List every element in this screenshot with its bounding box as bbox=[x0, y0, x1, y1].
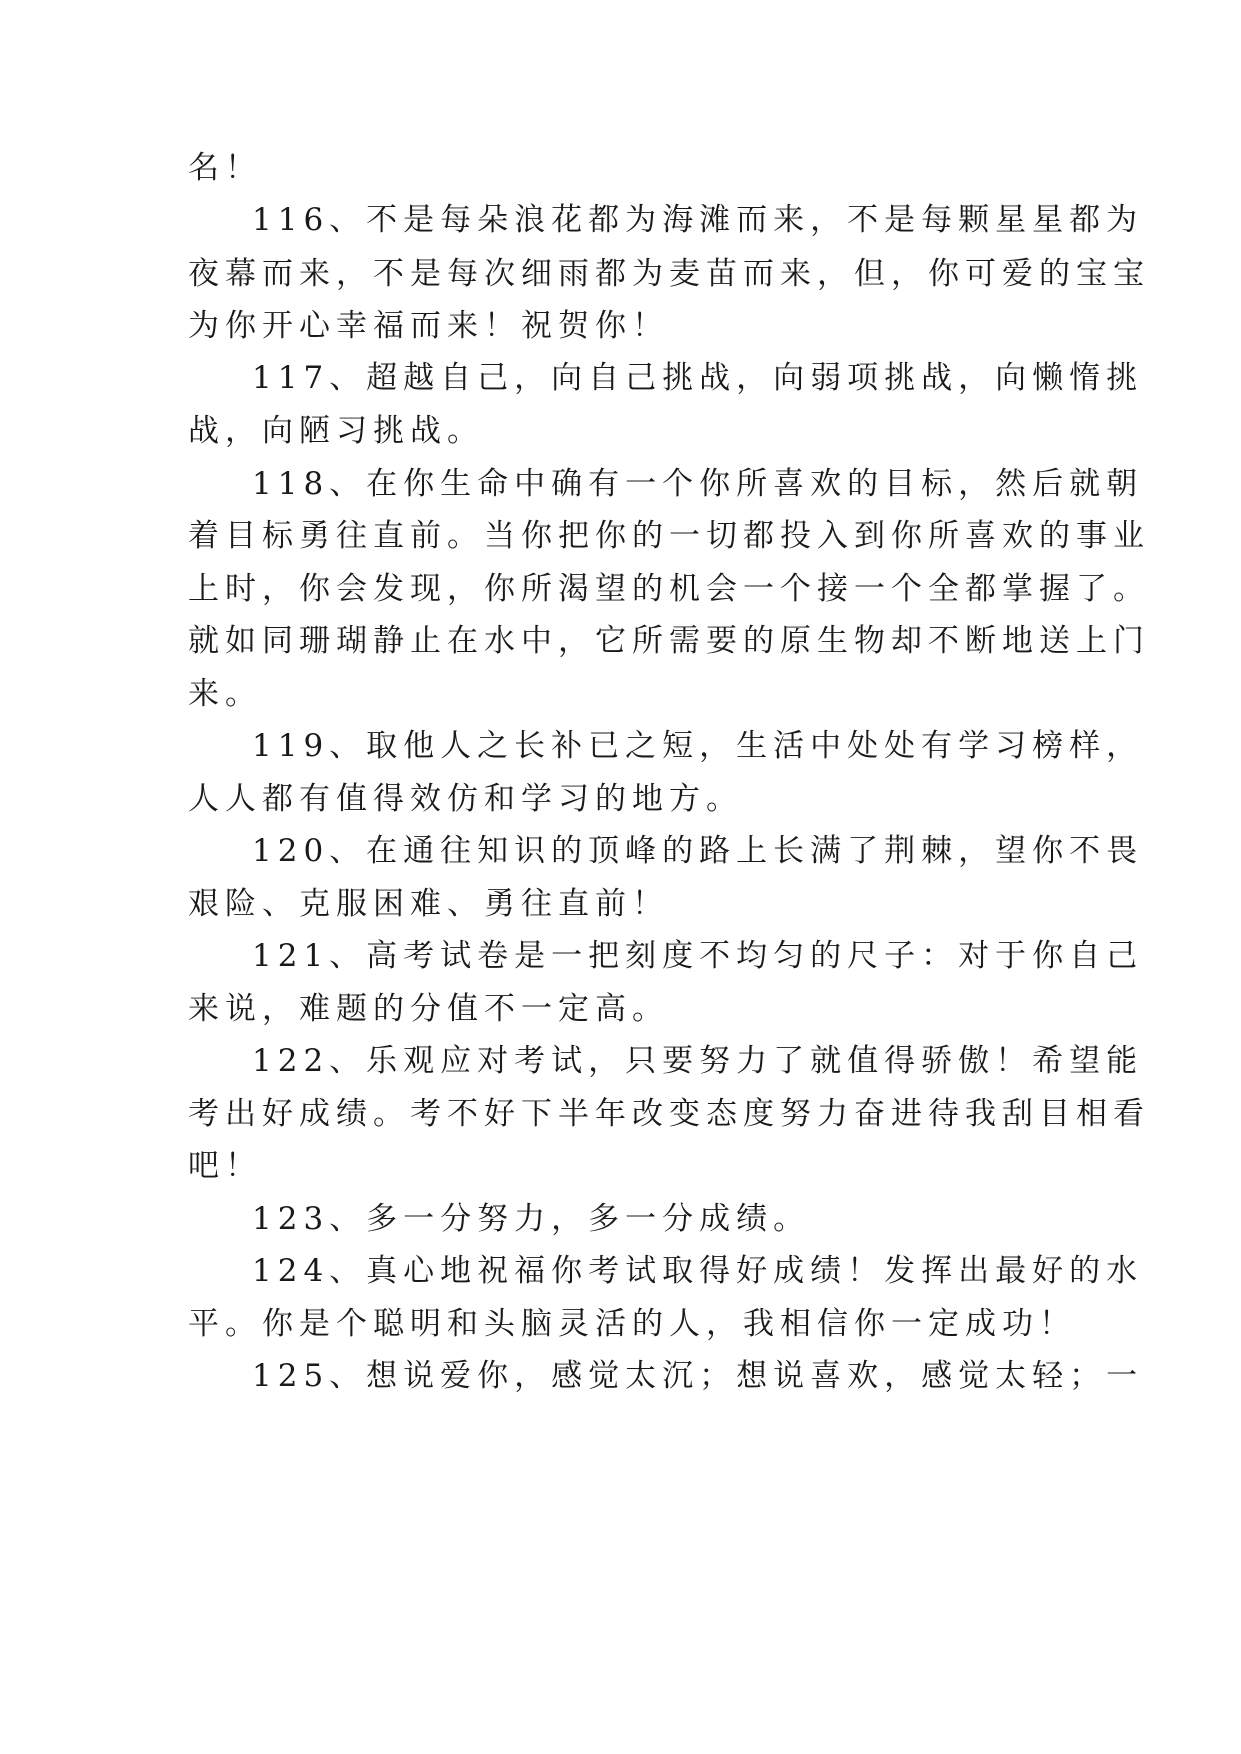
text-line: 上时，你会发现，你所渴望的机会一个接一个全都掌握了。 bbox=[188, 571, 1150, 607]
paragraph-121-line-1: 121、高考试卷是一把刻度不均匀的尺子：对于你自己 bbox=[252, 938, 1144, 974]
text-line: 考出好成绩。考不好下半年改变态度努力奋进待我刮目相看 bbox=[188, 1096, 1150, 1132]
text-line: 着目标勇往直前。当你把你的一切都投入到你所喜欢的事业 bbox=[188, 518, 1150, 554]
paragraph-123-line-1: 123、多一分努力，多一分成绩。 bbox=[252, 1201, 811, 1237]
paragraph-122-line-1: 122、乐观应对考试，只要努力了就值得骄傲！希望能 bbox=[252, 1043, 1144, 1079]
text-line: 吧！ bbox=[188, 1148, 262, 1184]
paragraph-117-line-1: 117、超越自己，向自己挑战，向弱项挑战，向懒惰挑 bbox=[252, 360, 1144, 396]
text-line: 夜幕而来，不是每次细雨都为麦苗而来，但，你可爱的宝宝 bbox=[188, 256, 1150, 292]
text-line: 名！ bbox=[188, 150, 262, 186]
text-line: 战，向陋习挑战。 bbox=[188, 413, 484, 449]
text-line: 艰险、克服困难、勇往直前！ bbox=[188, 886, 669, 922]
paragraph-118-line-1: 118、在你生命中确有一个你所喜欢的目标，然后就朝 bbox=[252, 466, 1144, 502]
text-line: 平。你是个聪明和头脑灵活的人，我相信你一定成功！ bbox=[188, 1306, 1076, 1342]
text-line: 就如同珊瑚静止在水中，它所需要的原生物却不断地送上门 bbox=[188, 623, 1150, 659]
paragraph-119-line-1: 119、取他人之长补已之短，生活中处处有学习榜样， bbox=[252, 728, 1144, 764]
paragraph-116-line-1: 116、不是每朵浪花都为海滩而来，不是每颗星星都为 bbox=[252, 202, 1144, 238]
text-line: 来说，难题的分值不一定高。 bbox=[188, 991, 669, 1027]
paragraph-120-line-1: 120、在通往知识的顶峰的路上长满了荆棘，望你不畏 bbox=[252, 833, 1144, 869]
text-line: 来。 bbox=[188, 676, 262, 712]
paragraph-125-line-1: 125、想说爱你，感觉太沉；想说喜欢，感觉太轻；一 bbox=[252, 1358, 1144, 1394]
paragraph-124-line-1: 124、真心地祝福你考试取得好成绩！发挥出最好的水 bbox=[252, 1253, 1144, 1289]
text-line: 人人都有值得效仿和学习的地方。 bbox=[188, 781, 743, 817]
text-line: 为你开心幸福而来！祝贺你！ bbox=[188, 308, 669, 344]
